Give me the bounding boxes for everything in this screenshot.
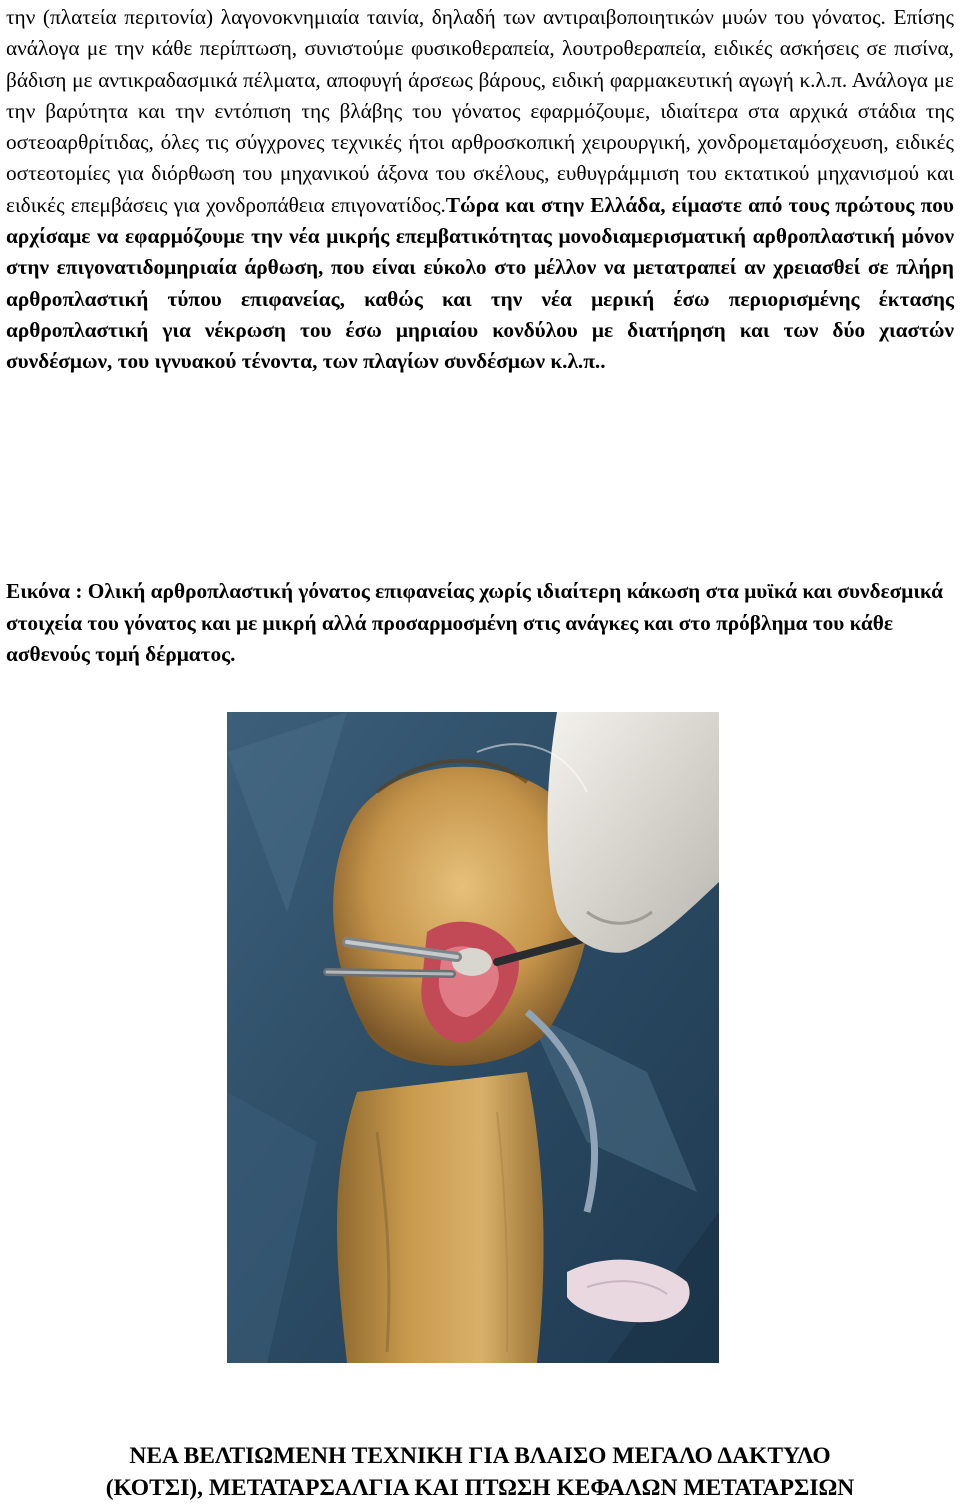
body-text-part-1: την (πλατεία περιτονία) λαγονοκνημιαία ταινία, δηλαδή των αντιραιβοποιητικών μυών του γόνατος. Επίσης ανάλογα με την κάθε περίπτωση, συνιστούμε φυσικοθεραπεία, λουτροθεραπεία, ειδικές ασκήσεις σε πισίνα, βάδιση με αντικραδασμικά πέλματα, αποφυγή άρσεως βάρους, ειδική φαρμακευτική αγωγή κ.λ.π. Ανάλογα με την βαρύτητα και την εντόπιση της βλάβης του γόνατος εφαρμόζουμε, ιδιαίτερα στα αρχικά στάδια της οστεοαρθρίτιδας, όλες τις σύγχρονες τεχνικές ήτοι αρθροσκοπική χειρουργική, χονδρομεταμόσχευση, ειδικές οστεοτομίες για διόρθωση του μηχανικού άξονα του σκέλους, ευθυγράμμιση του εκτατικού μηχανισμού και ειδικές επεμβάσεις για χονδροπάθεια επιγονατίδος. (6, 5, 954, 217)
section-heading-line-2: (ΚΟΤΣΙ), ΜΕΤΑΤΑΡΣΑΛΓΙΑ ΚΑΙ ΠΤΩΣΗ ΚΕΦΑΛΩΝ ΜΕΤΑΤΑΡΣΙΩΝ (105, 1475, 855, 1501)
section-heading (0, 1440, 960, 1504)
figure-caption: Εικόνα : Ολική αρθροπλαστική γόνατος επιφανείας χωρίς ιδιαίτερη κάκωση στα μυϊκά και συνδεσμικά στοιχεία του γόνατος και με μικρή αλλά προσαρμοσμένη στις ανάγκες και στο πρόβλημα του κάθε ασθενούς τομή δέρματος. (6, 579, 944, 666)
section-heading-line-1: ΝΕΑ ΒΕΛΤΙΩΜΕΝΗ ΤΕΧΝΙΚΗ ΓΙΑ ΒΛΑΙΣΟ ΜΕΓΑΛΟ ΔΑΚΤΥΛΟ (129, 1443, 831, 1469)
body-text-part-2: Τώρα και στην Ελλάδα, είμαστε από τους πρώτους που αρχίσαμε να εφαρμόζουμε την νέα μικρής επεμβατικότητας μονοδιαμερισματική αρθροπλαστική μόνον στην επιγονατιδομηριαία άρθωση, που είναι εύκολο στο μέλλον να μετατραπεί αν χρειασθεί σε πλήρη αρθροπλαστική τύπου επιφανείας, καθώς και την νέα μερική έσω περιορισμένης έκτασης αρθροπλαστική για νέκρωση του έσω μηριαίου κονδύλου με διατήρηση και των δύο χιαστών συνδέσμων, του ιγνυακού τένοντα, των πλαγίων συνδέσμων κ.λ.π.. (6, 192, 954, 374)
surgical-photo (227, 712, 719, 1363)
knee-surgery-illustration (227, 712, 719, 1363)
body-paragraph (6, 2, 954, 378)
